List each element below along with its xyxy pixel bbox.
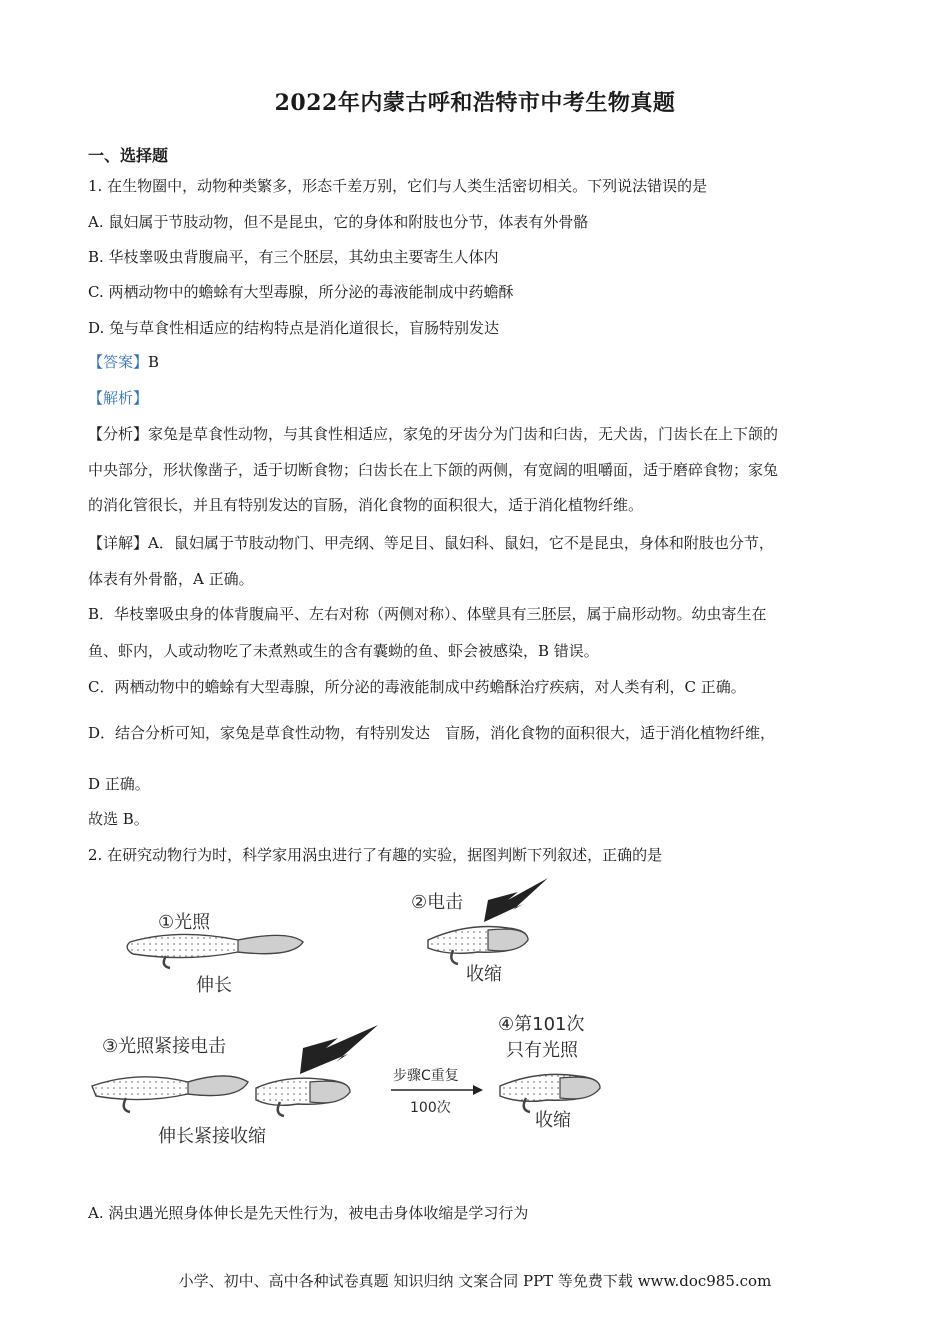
answer-line — [88, 352, 159, 372]
question-2-option-a: A. 涡虫遇光照身体伸长是先天性行为，被电击身体收缩是学习行为 — [88, 1204, 529, 1222]
step4-result-label: 收缩 — [535, 1110, 571, 1131]
planarian-contracted-icon — [256, 1078, 350, 1116]
step2-result-label: 收缩 — [466, 964, 502, 985]
page-footer: 小学、初中、高中各种试卷真题 知识归纳 文案合同 PPT 等免费下载 www.doc985.com — [178, 1272, 772, 1290]
lightning-icon — [300, 1025, 378, 1074]
step4-label-line1: ④第101次 — [498, 1014, 585, 1035]
planarian-experiment-figure — [88, 870, 608, 1170]
step1-label: ①光照 — [158, 912, 211, 933]
detail-line: 体表有外骨骼，A 正确。 — [88, 570, 254, 588]
arrow-top-label: 步骤C重复 — [393, 1068, 459, 1084]
detail-line: B．华枝睾吸虫身的体背腹扁平、左右对称（两侧对称）、体壁具有三胚层，属于扁形动物。幼虫寄生在 — [88, 605, 767, 623]
arrow-bottom-label: 100次 — [410, 1100, 451, 1116]
question-1-option-b: B. 华枝睾吸虫背腹扁平，有三个胚层，其幼虫主要寄生人体内 — [88, 248, 499, 266]
question-1-stem: 1. 在生物圈中，动物种类繁多，形态千差万别，它们与人类生活密切相关。下列说法错误的是 — [88, 177, 708, 195]
detail-line: D 正确。 — [88, 775, 150, 793]
question-1-option-c: C. 两栖动物中的蟾蜍有大型毒腺，所分泌的毒液能制成中药蟾酥 — [88, 283, 514, 301]
planarian-elongated-icon — [127, 934, 303, 968]
section-heading: 一、选择题 — [88, 146, 169, 165]
detail-line: C．两栖动物中的蟾蜍有大型毒腺，所分泌的毒液能制成中药蟾酥治疗疾病，对人类有利，C 正确。 — [88, 678, 746, 696]
planarian-contracted-icon — [428, 927, 528, 965]
step1-result-label: 伸长 — [196, 975, 232, 996]
planarian-contracted-icon — [500, 1074, 600, 1112]
step4-label-line2: 只有光照 — [506, 1040, 578, 1061]
answer-tag: 【答案】 — [88, 353, 149, 371]
detail-line: D．结合分析可知，家兔是草食性动物，有特别发达 盲肠，消化食物的面积很大，适于消化植物纤维， — [88, 724, 776, 742]
detail-line: 故选 B。 — [88, 810, 149, 828]
right-arrow-icon — [391, 1085, 483, 1095]
page-title: 2022年内蒙古呼和浩特市中考生物真题 — [274, 90, 676, 116]
planarian-elongated-icon — [92, 1076, 248, 1112]
step2-label: ②电击 — [411, 892, 464, 913]
analysis-line: 【分析】家兔是草食性动物，与其食性相适应，家兔的牙齿分为门齿和臼齿，无犬齿，门齿长在上下颌的 — [88, 425, 779, 443]
answer-value: B — [148, 353, 160, 371]
analysis-line: 中央部分，形状像凿子，适于切断食物；臼齿长在上下颌的两侧，有宽阔的咀嚼面，适于磨碎食物；家兔 — [88, 461, 779, 479]
step3-label: ③光照紧接电击 — [102, 1036, 227, 1057]
question-1-option-a: A. 鼠妇属于节肢动物，但不是昆虫，它的身体和附肢也分节，体表有外骨骼 — [88, 213, 589, 231]
step3-result-label: 伸长紧接收缩 — [158, 1126, 266, 1147]
detail-line: 【详解】A．鼠妇属于节肢动物门、甲壳纲、等足目、鼠妇科、鼠妇，它不是昆虫，身体和附肢也分节， — [88, 534, 774, 552]
question-2-stem: 2. 在研究动物行为时，科学家用涡虫进行了有趣的实验，据图判断下列叙述，正确的是 — [88, 846, 663, 864]
lightning-icon — [484, 878, 548, 922]
analysis-line: 的消化管很长，并且有特别发达的盲肠，消化食物的面积很大，适于消化植物纤维。 — [88, 496, 644, 514]
detail-line: 鱼、虾内，人或动物吃了未煮熟或生的含有囊蚴的鱼、虾会被感染，B 错误。 — [88, 642, 599, 660]
question-1-option-d: D. 兔与草食性相适应的结构特点是消化道很长，盲肠特别发达 — [88, 319, 500, 337]
analysis-tag: 【解析】 — [88, 389, 149, 407]
